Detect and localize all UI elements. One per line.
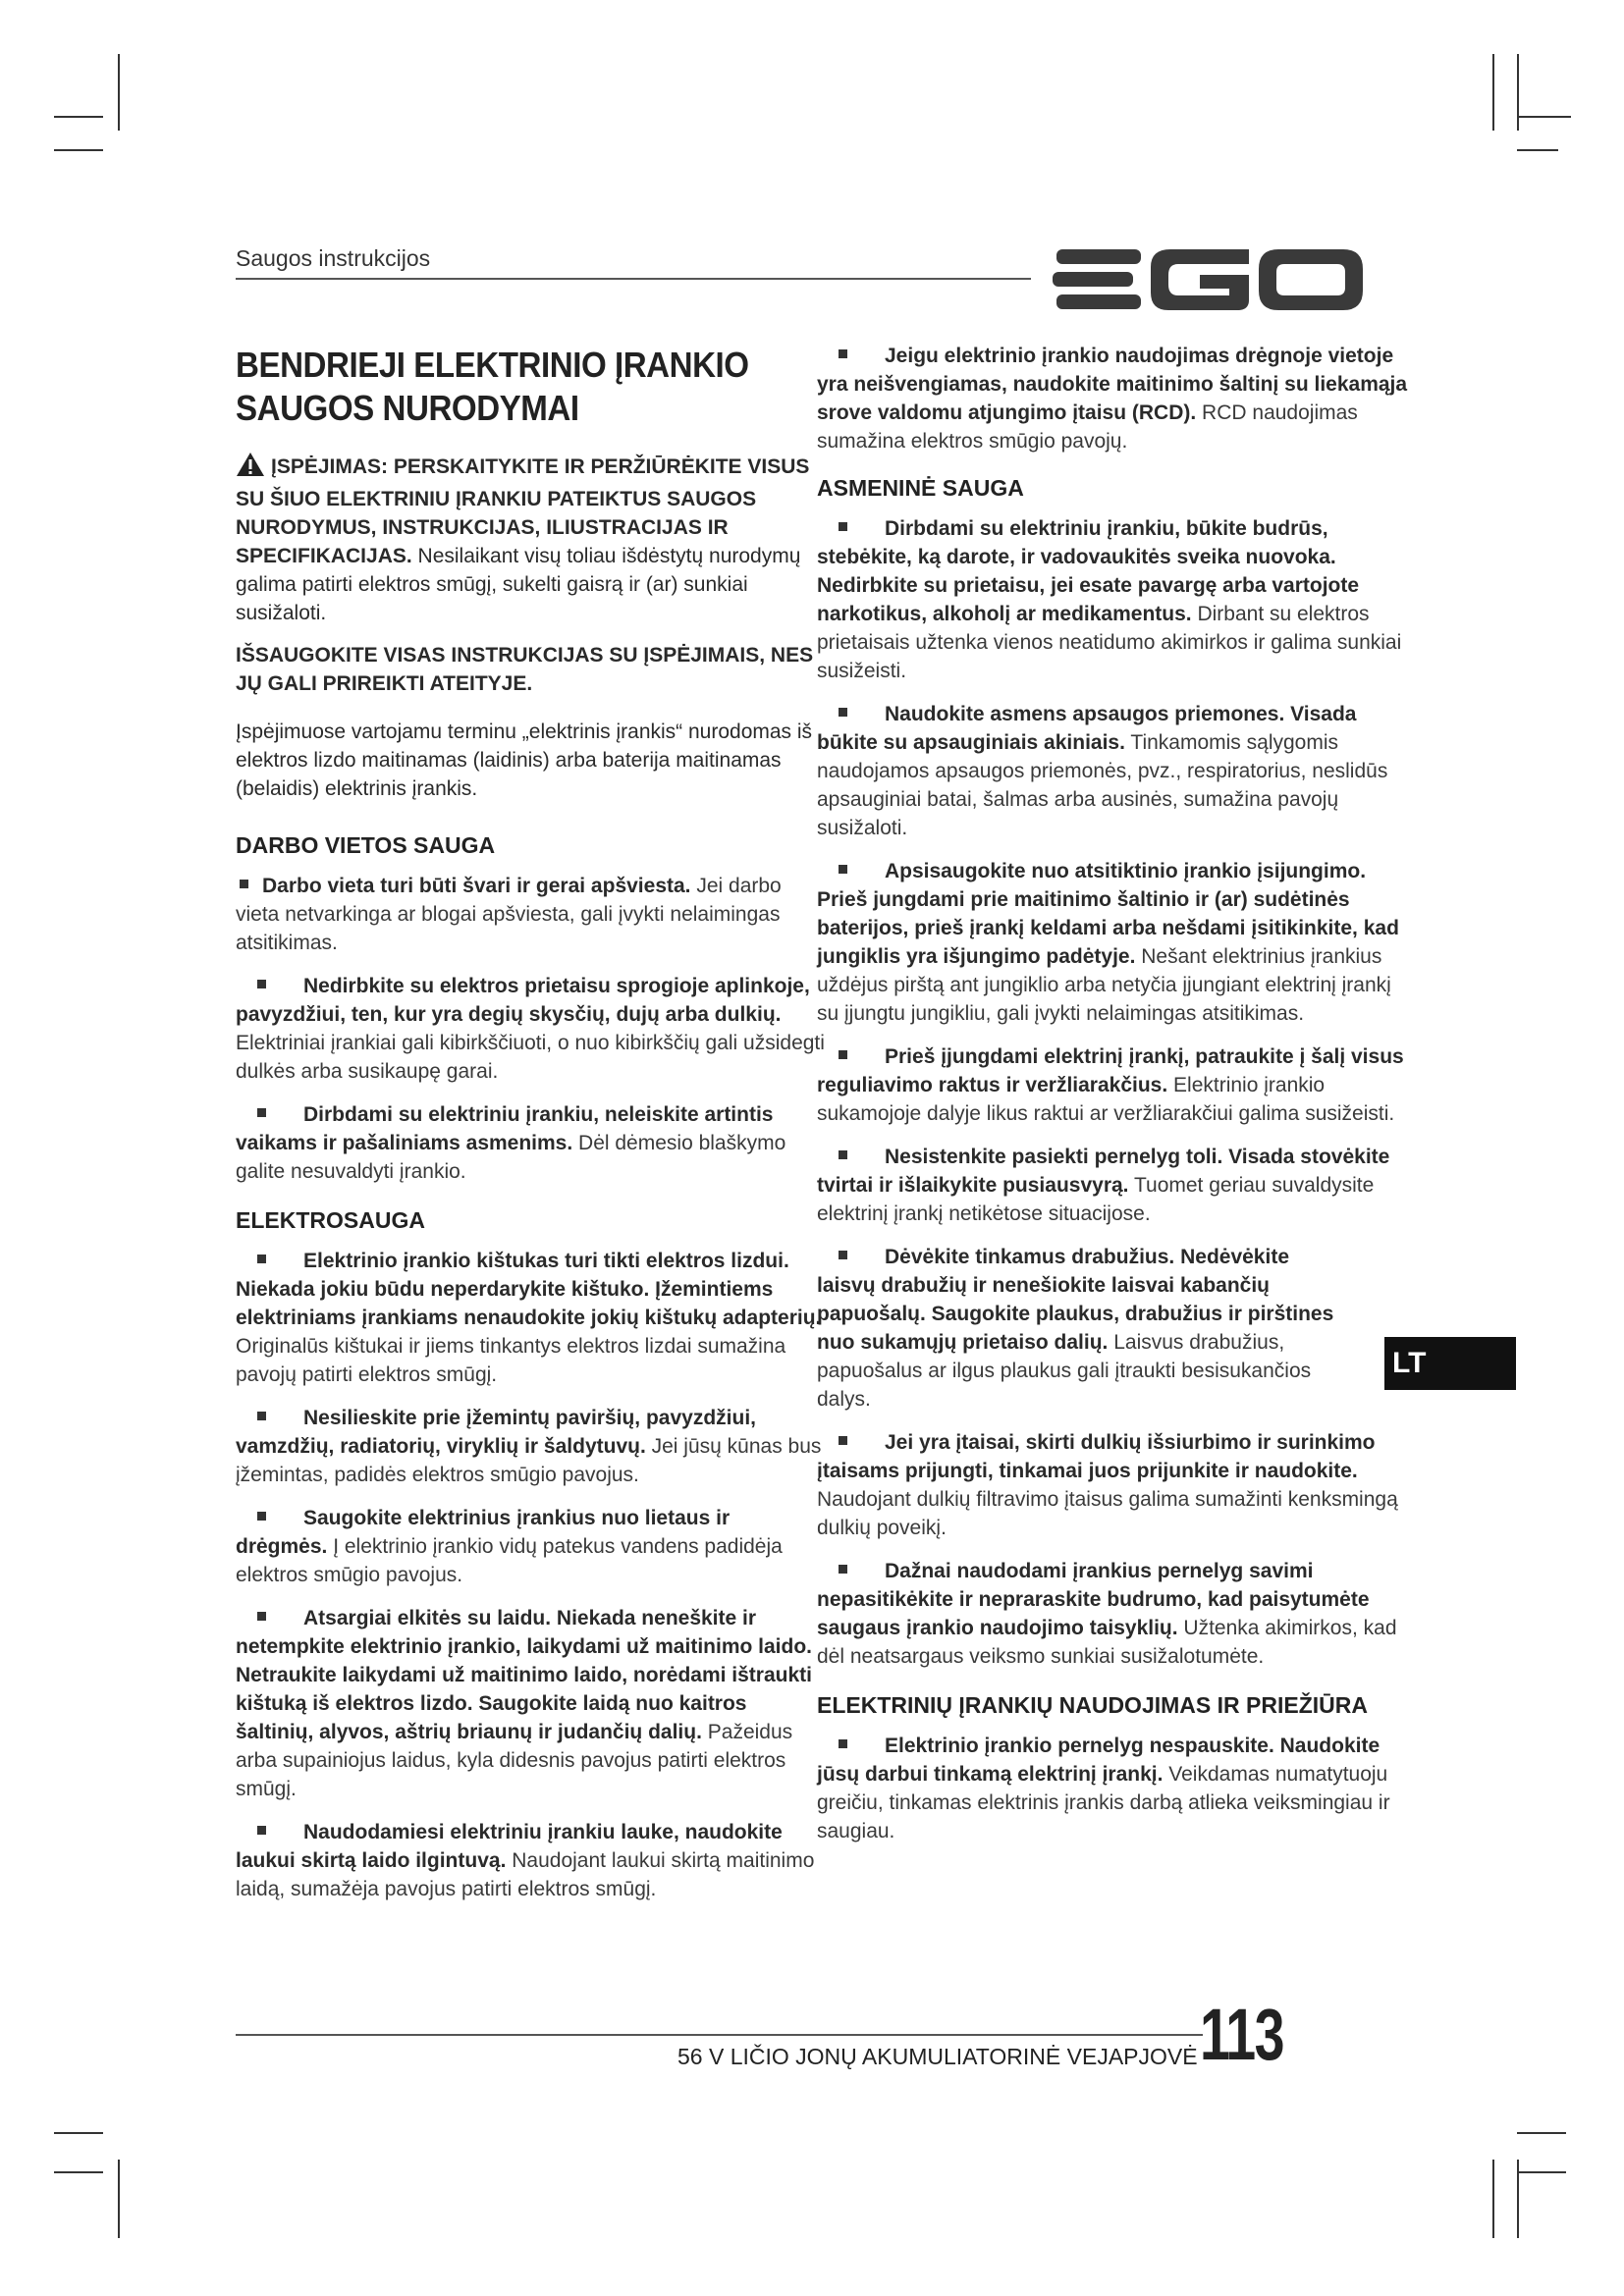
crop-mark [54, 116, 103, 118]
bullet-icon [839, 1150, 847, 1159]
crop-mark [54, 2132, 103, 2134]
item-text: Jei jūsų kūnas bus įžemintas, padidės elektros smūgio pavojus. [236, 1435, 822, 1486]
item-text: Naudojant laukui skirtą maitinimo laidą, sumažėja pavojus patirti elektros smūgį. [236, 1849, 815, 1900]
item-text: Pažeidus arba supainiojus laidus, kyla didesnis pavojus patirti elektros smūgį. [236, 1721, 793, 1800]
list-item [236, 972, 825, 1086]
item-text: Veikdamas numatytuoju greičiu, tinkamas elektrinis įrankis darbą atlieka veiksmingiau ir saugiau. [817, 1763, 1390, 1842]
item-text: Originalūs kištukai ir jiems tinkantys elektros lizdai sumažina pavojų patirti elektros smūgį. [236, 1335, 786, 1386]
bullet-icon [257, 1108, 266, 1117]
crop-mark [1492, 2160, 1494, 2238]
right-column [817, 342, 1418, 1860]
item-text: Dirbant su elektros prietaisais užtenka vienos neatidumo akimirkos ir galima sunkiai susižeisti. [817, 603, 1402, 682]
list-item [236, 1604, 825, 1803]
crop-mark [54, 2171, 103, 2173]
bullet-icon [257, 1412, 266, 1420]
item-lead: Apsisaugokite nuo atsitiktinio įrankio įsijungimo. Prieš jungdami prie maitinimo šaltinio ir (ar) sudėtinės baterijos, prieš įrankį keldami arba nešdami įsitikinkite, kad jungiklis yra išjungimo padėtyje. [817, 860, 1399, 968]
bullet-icon [839, 349, 847, 358]
bullet-icon [257, 1255, 266, 1263]
footer-product: 56 V LIČIO JONŲ AKUMULIATORINĖ VEJAPJOVĖ [677, 2044, 1198, 2069]
item-text: Dėl dėmesio blaškymo galite nesuvaldyti įrankio. [236, 1132, 786, 1183]
crop-mark [1517, 54, 1519, 131]
bullet-icon [839, 1251, 847, 1259]
list-item [817, 857, 1418, 1028]
item-text: Elektrinio įrankio sukamojoje dalyje likus raktui ar veržliarakčiui galima susižeisti. [817, 1074, 1395, 1125]
list-item [817, 342, 1418, 455]
item-lead: Darbo vieta turi būti švari ir gerai apšviesta. [262, 875, 691, 897]
bullet-icon [839, 865, 847, 874]
crop-mark [118, 2160, 120, 2238]
item-lead: Dirbdami su elektriniu įrankiu, būkite budrūs, stebėkite, ką darote, ir vadovaukitės sveika nuovoka. Nedirbkite su prietaisu, jei esate pavargę arba vartojote narkotikus, alkoholį ar medikamentus. [817, 517, 1360, 625]
list-item [236, 1247, 825, 1389]
crop-mark [1517, 2160, 1519, 2238]
item-lead: Nedirbkite su elektros prietaisu sprogioje aplinkoje, pavyzdžiui, ten, kur yra degių skysčių, dujų arba dulkių. [236, 975, 810, 1026]
crop-mark [1517, 2171, 1566, 2173]
bullet-icon [257, 1612, 266, 1621]
list-item [817, 1732, 1418, 1845]
list-item [817, 1042, 1418, 1128]
bullet-icon [839, 1739, 847, 1748]
list-item [817, 1557, 1418, 1671]
item-text: Jei darbo vieta netvarkinga ar blogai apšviesta, gali įvykti nelaimingas atsitikimas. [236, 875, 782, 954]
header-divider [236, 278, 1031, 280]
item-text: RCD naudojimas sumažina elektros smūgio pavojų. [817, 401, 1358, 453]
list-item [817, 1428, 1418, 1542]
item-text: Laisvus drabužius, papuošalus ar ilgus plaukus gali įtraukti besisukančios dalys. [817, 1331, 1312, 1411]
list-item [817, 1143, 1418, 1228]
list-item [236, 1404, 825, 1489]
save-instructions: IŠSAUGOKITE VISAS INSTRUKCIJAS SU ĮSPĖJIMAIS, NES JŲ GALI PRIREIKTI ATEITYJE. [236, 644, 814, 695]
section-heading-personal: ASMENINĖ SAUGA [817, 475, 1024, 501]
bullet-icon [257, 1826, 266, 1835]
list-item [236, 1818, 825, 1903]
term-definition: Įspėjimuose vartojamu terminu „elektrinis įrankis“ nurodomas iš elektros lizdo maitinamas (laidinis) arba baterija maitinamas (belaidis) elektrinis įrankis. [236, 721, 813, 800]
crop-mark [118, 54, 120, 131]
item-lead: Prieš įjungdami elektrinį įrankį, patraukite į šalį visus reguliavimo raktus ir veržliarakčius. [817, 1045, 1404, 1096]
bullet-icon [839, 1050, 847, 1059]
item-text: Užtenka akimirkos, kad dėl neatsargaus veiksmo sunkiai susižalotumėte. [817, 1617, 1397, 1668]
left-column [236, 344, 825, 1918]
item-text: Tuomet geriau suvaldysite elektrinį įrankį netikėtose situacijose. [817, 1174, 1375, 1225]
item-lead: Dirbdami su elektriniu įrankiu, neleiskite artintis vaikams ir pašaliniams asmenims. [236, 1103, 774, 1154]
section-heading-tool-use: ELEKTRINIŲ ĮRANKIŲ NAUDOJIMAS IR PRIEŽIŪRA [817, 1692, 1368, 1718]
warning-lead: ĮSPĖJIMAS: PERSKAITYKITE IR PERŽIŪRĖKITE VISUS SU ŠIUO ELEKTRINIU ĮRANKIU PATEIKTUS SAUGOS NURODYMUS, INSTRUKCIJAS, ILIUSTRACIJAS IR SPECIFIKACIJAS. [236, 455, 810, 567]
section-heading-electrical: ELEKTROSAUGA [236, 1207, 425, 1233]
item-lead: Naudodamiesi elektriniu įrankiu lauke, naudokite laukui skirtą laido ilgintuvą. [236, 1821, 783, 1872]
section-label: Saugos instrukcijos [236, 245, 431, 271]
list-item [236, 872, 825, 957]
page-title: BENDRIEJI ELEKTRINIO ĮRANKIO SAUGOS NURODYMAI [236, 345, 749, 428]
item-lead: Saugokite elektrinius įrankius nuo lietaus ir drėgmės. [236, 1507, 731, 1558]
item-lead: Naudokite asmens apsaugos priemones. Visada būkite su apsauginiais akiniais. [817, 703, 1357, 754]
bullet-icon [839, 522, 847, 531]
bullet-icon [257, 1512, 266, 1521]
list-item [817, 514, 1418, 685]
crop-mark [1517, 2132, 1566, 2134]
list-item [817, 700, 1418, 842]
crop-mark [54, 149, 103, 151]
bullet-icon [839, 1565, 847, 1574]
warning-triangle-icon [236, 452, 265, 485]
bullet-icon [240, 880, 248, 888]
list-item [236, 1100, 825, 1186]
ego-logo [1053, 245, 1367, 319]
item-lead: Nesistenkite pasiekti pernelyg toli. Visada stovėkite tvirtai ir išlaikykite pusiausvyrą. [817, 1146, 1390, 1197]
crop-mark [1517, 149, 1558, 151]
item-text: Naudojant dulkių filtravimo įtaisus galima sumažinti kenksmingą dulkių poveikį. [817, 1488, 1398, 1539]
item-lead: Jei yra įtaisai, skirti dulkių išsiurbimo ir surinkimo įtaisams prijungti, tinkamai juos prijunkite ir naudokite. [817, 1431, 1376, 1482]
warning-text: Nesilaikant visų toliau išdėstytų nurodymų galima patirti elektros smūgį, sukelti gaisrą ir (ar) sunkiai susižaloti. [236, 545, 801, 624]
list-item [236, 1504, 825, 1589]
footer-divider [236, 2034, 1203, 2036]
item-lead: Dėvėkite tinkamus drabužius. Nedėvėkite laisvų drabužių ir nenešiokite laisvai kabančių papuošalų. Saugokite plaukus, drabužius ir pirštines nuo sukamųjų prietaiso dalių. [817, 1246, 1334, 1354]
list-item [817, 1243, 1347, 1414]
warning-block [236, 452, 825, 627]
page-number: 113 [1200, 1994, 1284, 2075]
item-text: Tinkamomis sąlygomis naudojamos apsaugos priemonės, pvz., respiratorius, neslidūs apsauginiai batai, šalmas arba ausinės, sumažina pavojų susižaloti. [817, 731, 1388, 839]
item-text: Nešant elektrinius įrankius uždėjus pirštą ant jungiklio arba netyčia įjungiant elektrinį įrankį su įjungtu jungikliu, gali įvykti nelaimingas atsitikimas. [817, 945, 1391, 1025]
section-heading-work-area: DARBO VIETOS SAUGA [236, 832, 496, 858]
crop-mark [1517, 116, 1571, 118]
item-lead: Nesilieskite prie įžemintų paviršių, pavyzdžiui, vamzdžių, radiatorių, viryklių ir šaldytuvų. [236, 1407, 756, 1458]
bullet-icon [839, 708, 847, 717]
language-tab: LT [1384, 1337, 1516, 1390]
item-text: Elektriniai įrankiai gali kibirkščiuoti, o nuo kibirkščių gali užsidegti dulkės arba susikaupę garai. [236, 1032, 825, 1083]
bullet-icon [839, 1436, 847, 1445]
item-text: Į elektrinio įrankio vidų patekus vandens padidėja elektros smūgio pavojus. [236, 1535, 783, 1586]
bullet-icon [257, 980, 266, 988]
item-lead: Elektrinio įrankio kištukas turi tikti elektros lizdui. Niekada jokiu būdu neperdarykite kištuko. Įžemintiems elektriniams įrankiams nenaudokite jokių kištukų adapterių. [236, 1250, 822, 1329]
item-lead: Elektrinio įrankio pernelyg nespauskite. Naudokite jūsų darbui tinkamą elektrinį įrankį. [817, 1735, 1380, 1786]
item-lead: Jeigu elektrinio įrankio naudojimas drėgnoje vietoje yra neišvengiamas, naudokite maitinimo šaltinį su liekamąja srove valdomu atjungimo įtaisu (RCD). [817, 345, 1408, 424]
item-lead: Atsargiai elkitės su laidu. Niekada neneškite ir netempkite elektrinio įrankio, laikydami už maitinimo laido. Netraukite laikydami už maitinimo laido, norėdami ištraukti kištuką iš elektros lizdo. Saugokite laidą nuo kaitros šaltinių, alyvos, aštrių briaunų ir judančių dalių. [236, 1607, 812, 1743]
crop-mark [1492, 54, 1494, 131]
item-lead: Dažnai naudodami įrankius pernelyg savimi nepasitikėkite ir nepraraskite budrumo, kad paisytumėte saugaus įrankio naudojimo taisyklių. [817, 1560, 1370, 1639]
